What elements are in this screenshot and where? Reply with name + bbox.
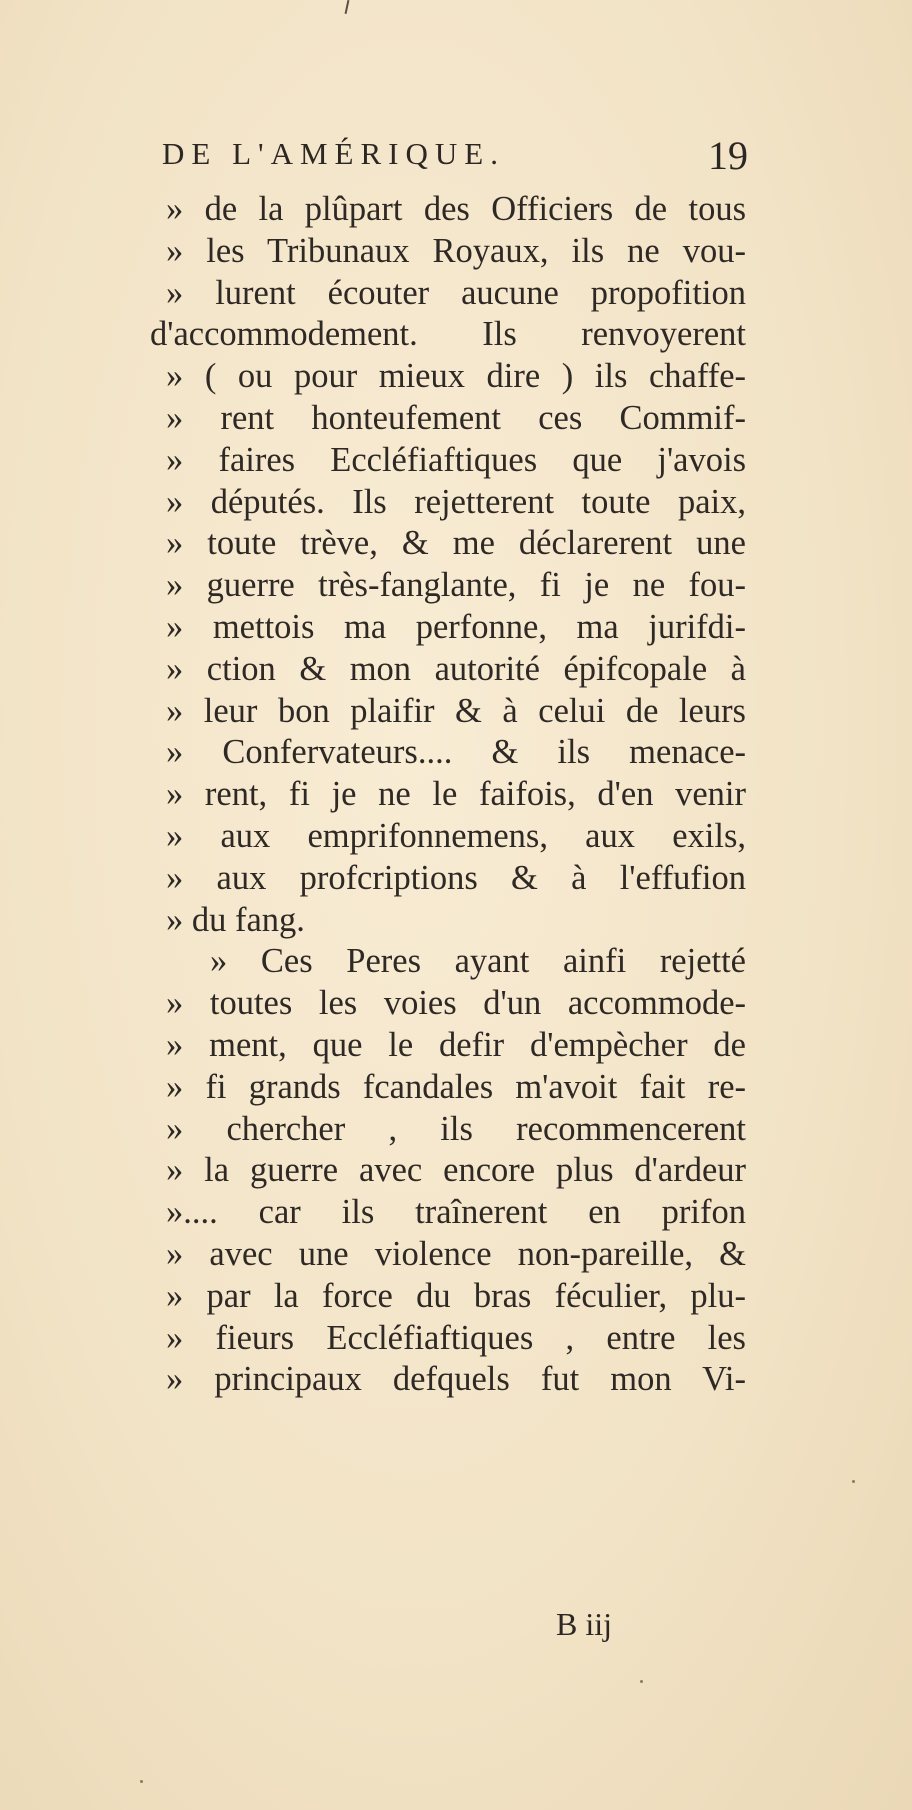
running-head-title: DE L'AMÉRIQUE. [162, 136, 505, 171]
text-line: » ction & mon autorité épifcopale à [166, 649, 746, 688]
text-line: » chercher , ils recommencerent [166, 1109, 746, 1148]
paper-speck [640, 1680, 643, 1683]
text-line: » toutes les voies d'un accommode- [166, 984, 746, 1023]
text-line: » mettois ma perfonne, ma jurifdi- [166, 608, 746, 646]
text-line: » Ces Peres ayant ainfi rejetté [210, 942, 746, 981]
text-line: » rent, fi je ne le faifois, d'en venir [166, 775, 746, 814]
text-line: » du fang. [166, 900, 305, 939]
text-line: ».... car ils traînerent en prifon [166, 1193, 746, 1232]
text-line: » leur bon plaifir & à celui de leurs [166, 691, 746, 730]
text-line: » aux emprifonnemens, aux exils, [166, 817, 746, 855]
catchword-signature: B iij [556, 1606, 613, 1642]
text-line: » toute trève, & me déclarerent une [166, 524, 746, 563]
text-line: » guerre très-fanglante, fi je ne fou- [166, 566, 746, 605]
text-line: d'accommodement. Ils renvoyerent [150, 315, 746, 354]
text-line: » avec une violence non-pareille, & [166, 1235, 746, 1273]
text-line: » fieurs Eccléfiaftiques , entre les [166, 1318, 746, 1357]
running-head [162, 133, 748, 186]
paper-speck [140, 1780, 143, 1783]
text-line: » aux profcriptions & à l'effufion [166, 858, 746, 897]
text-line: » rent honteufement ces Commif- [166, 399, 746, 437]
text-line: » ( ou pour mieux dire ) ils chaffe- [166, 357, 746, 396]
text-line: » la guerre avec encore plus d'ardeur [166, 1151, 746, 1190]
text-line: » les Tribunaux Royaux, ils ne vou- [166, 231, 746, 270]
text-line: » ment, que le defir d'empècher de [166, 1026, 746, 1064]
text-line: » principaux defquels fut mon Vi- [166, 1360, 746, 1399]
text-line: » lurent écouter aucune propofition [166, 273, 746, 312]
page-number: 19 [708, 133, 748, 178]
text-line: » de la plûpart des Officiers de tous [166, 190, 746, 228]
text-line: » Confervateurs.... & ils menace- [166, 733, 746, 772]
text-line: » faires Eccléfiaftiques que j'avois [166, 440, 746, 479]
text-line: » députés. Ils rejetterent toute paix, [166, 482, 746, 521]
ink-mark [345, 0, 350, 14]
text-line: » par la force du bras féculier, plu- [166, 1276, 746, 1315]
text-line: » fi grands fcandales m'avoit fait re- [166, 1067, 746, 1106]
paper-speck [852, 1480, 855, 1483]
